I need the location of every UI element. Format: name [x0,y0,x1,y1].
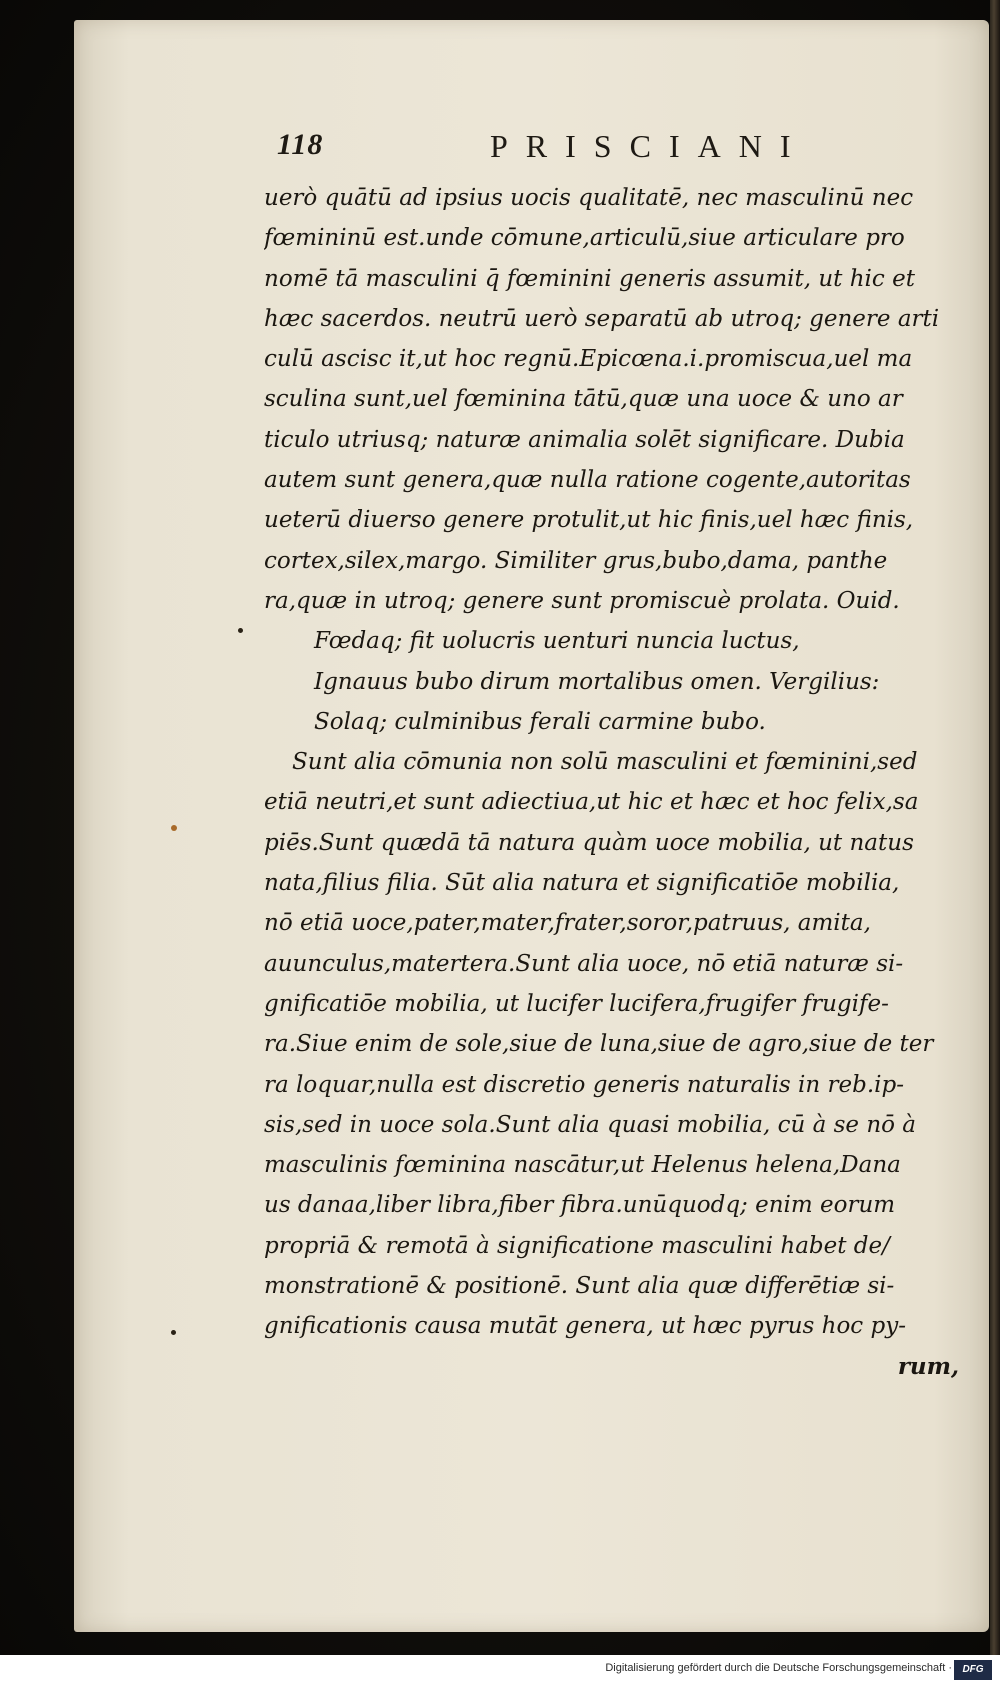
text-line: sis,sed in uoce sola.Sunt alia quasi mobilia, cū à se nō à [264,1111,917,1138]
text-line: nomē tā masculini q̄ fœminini generis assumit, ut hic et [264,265,915,292]
ink-speck [171,825,177,831]
text-line: us danaa,liber libra,fiber fibra.unūquodq; enim eorum [264,1192,896,1219]
text-line: uerò quātū ad ipsius uocis qualitatē, nec masculinū nec [264,185,914,211]
ink-speck [171,1330,176,1335]
text-line: monstrationē & positionē. Sunt alia quæ differētiæ si- [264,1273,895,1300]
text-line: auunculus,matertera.Sunt alia uoce, nō etiā naturæ si- [264,950,904,977]
text-line: autem sunt genera,quæ nulla ratione cogente,autoritas [264,467,911,494]
ink-speck [238,628,243,633]
text-line: gnificatiōe mobilia, ut lucifer lucifera,frugifer frugife- [264,990,889,1017]
text-line: Sunt alia cōmunia non solū masculini et fœminini,sed [292,749,918,776]
text-line: ueterū diuerso genere protulit,ut hic finis,uel hæc finis, [264,507,914,534]
text-line: masculinis fœminina nascātur,ut Helenus helena,Dana [264,1152,901,1179]
text-line: gnificationis causa mutāt genera, ut hæc pyrus hoc py- [264,1313,906,1340]
text-line: Ignauus bubo dirum mortalibus omen. Vergilius: [314,668,880,695]
text-line: ticulo utriusq; naturæ animalia solēt significare. Dubia [264,426,905,453]
dfg-logo: DFG [954,1660,992,1680]
digitization-credit: Digitalisierung gefördert durch die Deutsche Forschungsgemeinschaft · [605,1662,952,1674]
book-page [74,20,989,1632]
text-line: Solaq; culminibus ferali carmine bubo. [314,708,766,735]
text-line: ra loquar,nulla est discretio generis naturalis in reb.ip- [264,1071,905,1098]
text-line: rum, [897,1352,959,1380]
text-line: culū ascisc it,ut hoc regnū.Epicœna.i.promiscua,uel ma [264,346,913,373]
text-line: ra.Siue enim de sole,siue de luna,siue de agro,siue de ter [264,1031,934,1058]
text-line: ra,quæ in utroq; genere sunt promiscuè prolata. Ouid. [264,587,900,614]
text-line: nō etiā uoce,pater,mater,frater,soror,patruus, amita, [264,910,871,937]
text-line: cortex,silex,margo. Similiter grus,bubo,dama, panthe [264,547,888,574]
text-line: piēs.Sunt quædā tā natura quàm uoce mobilia, ut natus [264,829,914,856]
footer-bar [0,1655,1000,1687]
text-line: etiā neutri,et sunt adiectiua,ut hic et hæc et hoc felix,sa [264,789,919,816]
text-line: fœmininū est.unde cōmune,articulū,siue articulare pro [264,225,905,252]
running-head: PRISCIANI [490,128,809,164]
text-line: sculina sunt,uel fœminina tātū,quæ una uoce & uno ar [264,386,903,413]
text-line: Fœdaq; fit uolucris uenturi nuncia luctus, [314,628,800,655]
folio-number: 118 [277,128,324,161]
page-text [264,178,959,1387]
page-header [74,128,989,168]
book-edge [990,0,1000,1687]
text-line: propriā & remotā à significatione masculini habet de/ [264,1232,890,1259]
text-line: hæc sacerdos. neutrū uerò separatū ab utroq; genere arti [264,305,940,332]
text-line: nata,filius filia. Sūt alia natura et significatiōe mobilia, [264,870,900,897]
